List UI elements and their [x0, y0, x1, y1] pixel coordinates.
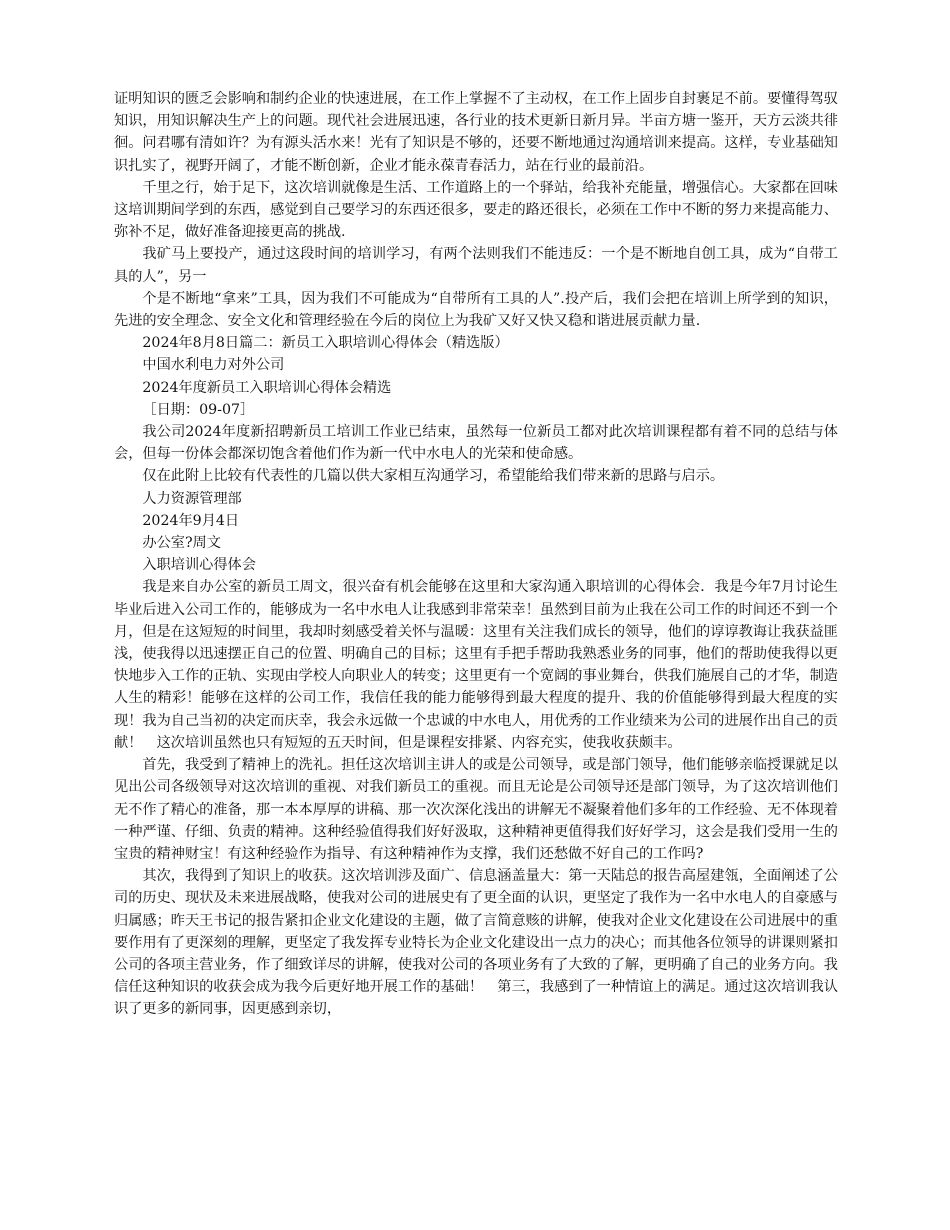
- article-heading: 2024年8月8日篇二：新员工入职培训心得体会（精选版）: [142, 335, 509, 352]
- paragraph-tools: 个是不断地“拿来”工具，因为我们不可能成为“自带所有工具的人”.投产后，我们会把在培训上所学到的知识，先进的安全理念、安全文化和管理经验在今后的岗位上为我矿又好又快又稳和谐进展贡献力量.: [114, 290, 838, 330]
- paragraph-self-intro: 我是来自办公室的新员工周文，很兴奋有机会能够在这里和大家沟通入职培训的心得体会．我是今年7月讨论生毕业后进入公司工作的，能够成为一名中水电人让我感到非常荣幸！虽然到目前为止我在公司工作的时间还不到一个月，但是在这短短的时间里，我却时刻感受着关怀与温暖：这里有关注我们成长的领导，他们的谆谆教诲让我获益匪浅，使我得以迅速摆正自己的位置、明确自己的目标；这里有手把手帮助我熟悉业务的同事，他们的帮助使我得以更快地步入工作的正轨、实现由学校人向职业人的转变；这里更有一个宽阔的事业舞台，供我们施展自己的才华，制造人生的精彩！能够在这样的公司工作，我信任我的能力能够得到最大程度的提升、我的价值能够得到最大程度的实现！我为自己当初的决定而庆幸，我会永远做一个忠诚的中水电人，用优秀的工作业绩来为公司的进展作出自己的贡献！ 这次培训虽然也只有短短的五天时间，但是课程安排紧、内容充实，使我收获颇丰。: [114, 579, 838, 751]
- article-date: ［日期：09-07］: [142, 401, 255, 418]
- article-subtitle: 2024年度新员工入职培训心得体会精选: [142, 379, 392, 396]
- paragraph-intro: 我公司2024年度新招聘新员工培训工作业已结束，虽然每一位新员工都对此次培训课程都有着不同的总结与体会，但每一份体会都深切饱含着他们作为新一代中水电人的光荣和使命感。: [114, 424, 838, 463]
- paragraph-knowledge-gain: 其次，我得到了知识上的收获。这次培训涉及面广、信息涵盖量大：第一天陆总的报告高屋建瓴，全面阐述了公司的历史、现状及未来进展战略，使我对公司的进展史有了更全面的认识，更坚定了我作为一名中水电人的自豪感与归属感；昨天王书记的报告紧扣企业文化建设的主题，做了言简意赅的讲解，使我对企业文化建设在公司进展中的重要作用有了更深刻的理解，更坚定了我发挥专业特长为企业文化建设出一点力的决心；而其他各位领导的讲课则紧扣公司的各项主营业务，作了细致详尽的讲解，使我对公司的各项业务有了大致的了解，更明确了自己的业务方向。我信任这种知识的收获会成为我今后更好地开展工作的基础！ 第三，我感到了一种情谊上的满足。通过这次培训我认识了更多的新同事，因更感到亲切，: [114, 868, 838, 1018]
- paragraph-share: 仅在此附上比较有代表性的几篇以供大家相互沟通学习，希望能给我们带来新的思路与启示。: [142, 468, 725, 485]
- paragraph-mine-production: 我矿马上要投产，通过这段时间的培训学习，有两个法则我们不能违反：一个是不断地自创工具，成为“自带工具的人”，另一: [114, 246, 838, 285]
- company-name: 中国水利电力对外公司: [142, 357, 285, 374]
- paragraph-knowledge: 证明知识的匮乏会影响和制约企业的快速进展，在工作上掌握不了主动权，在工作上固步自封裹足不前。要懂得驾驭知识，用知识解决生产上的问题。现代社会进展迅速，各行业的技术更新日新月异。半亩方塘一鉴开，天方云淡共徘徊。问君哪有清如许？为有源头活水来！光有了知识是不够的，还要不断地通过沟通培训来提高。这样，专业基础知识扎实了，视野开阔了，才能不断创新，企业才能永葆青春活力，站在行业的最前沿。: [114, 91, 838, 174]
- essay-title: 入职培训心得体会: [142, 557, 256, 574]
- department-signature: 人力资源管理部: [142, 490, 242, 507]
- paragraph-journey: 千里之行，始于足下，这次培训就像是生活、工作道路上的一个驿站，给我补充能量，增强信心。大家都在回味这培训期间学到的东西，感觉到自己要学习的东西还很多，要走的路还很长，必须在工作中不断的努力来提高能力、弥补不足，做好准备迎接更高的挑战.: [114, 179, 838, 241]
- signature-date: 2024年9月4日: [142, 512, 240, 529]
- document-page: [114, 88, 838, 1021]
- paragraph-spiritual: 首先，我受到了精神上的洗礼。担任这次培训主讲人的或是公司领导，或是部门领导，他们能够亲临授课就足以见出公司各级领导对这次培训的重视、对我们新员工的重视。而且无论是公司领导还是部门领导，为了这次培训他们无不作了精心的准备，那一本本厚厚的讲稿、那一次次深化浅出的讲解无不凝聚着他们多年的工作经验、无不体现着一种严谨、仔细、负责的精神。这种经验值得我们好好汲取，这种精神更值得我们好好学习，这会是我们受用一生的宝贵的精神财宝！有这种经验作为指导、有这种精神作为支撑，我们还愁做不好自己的工作吗?: [114, 757, 838, 862]
- author-line: 办公室?周文: [142, 535, 221, 552]
